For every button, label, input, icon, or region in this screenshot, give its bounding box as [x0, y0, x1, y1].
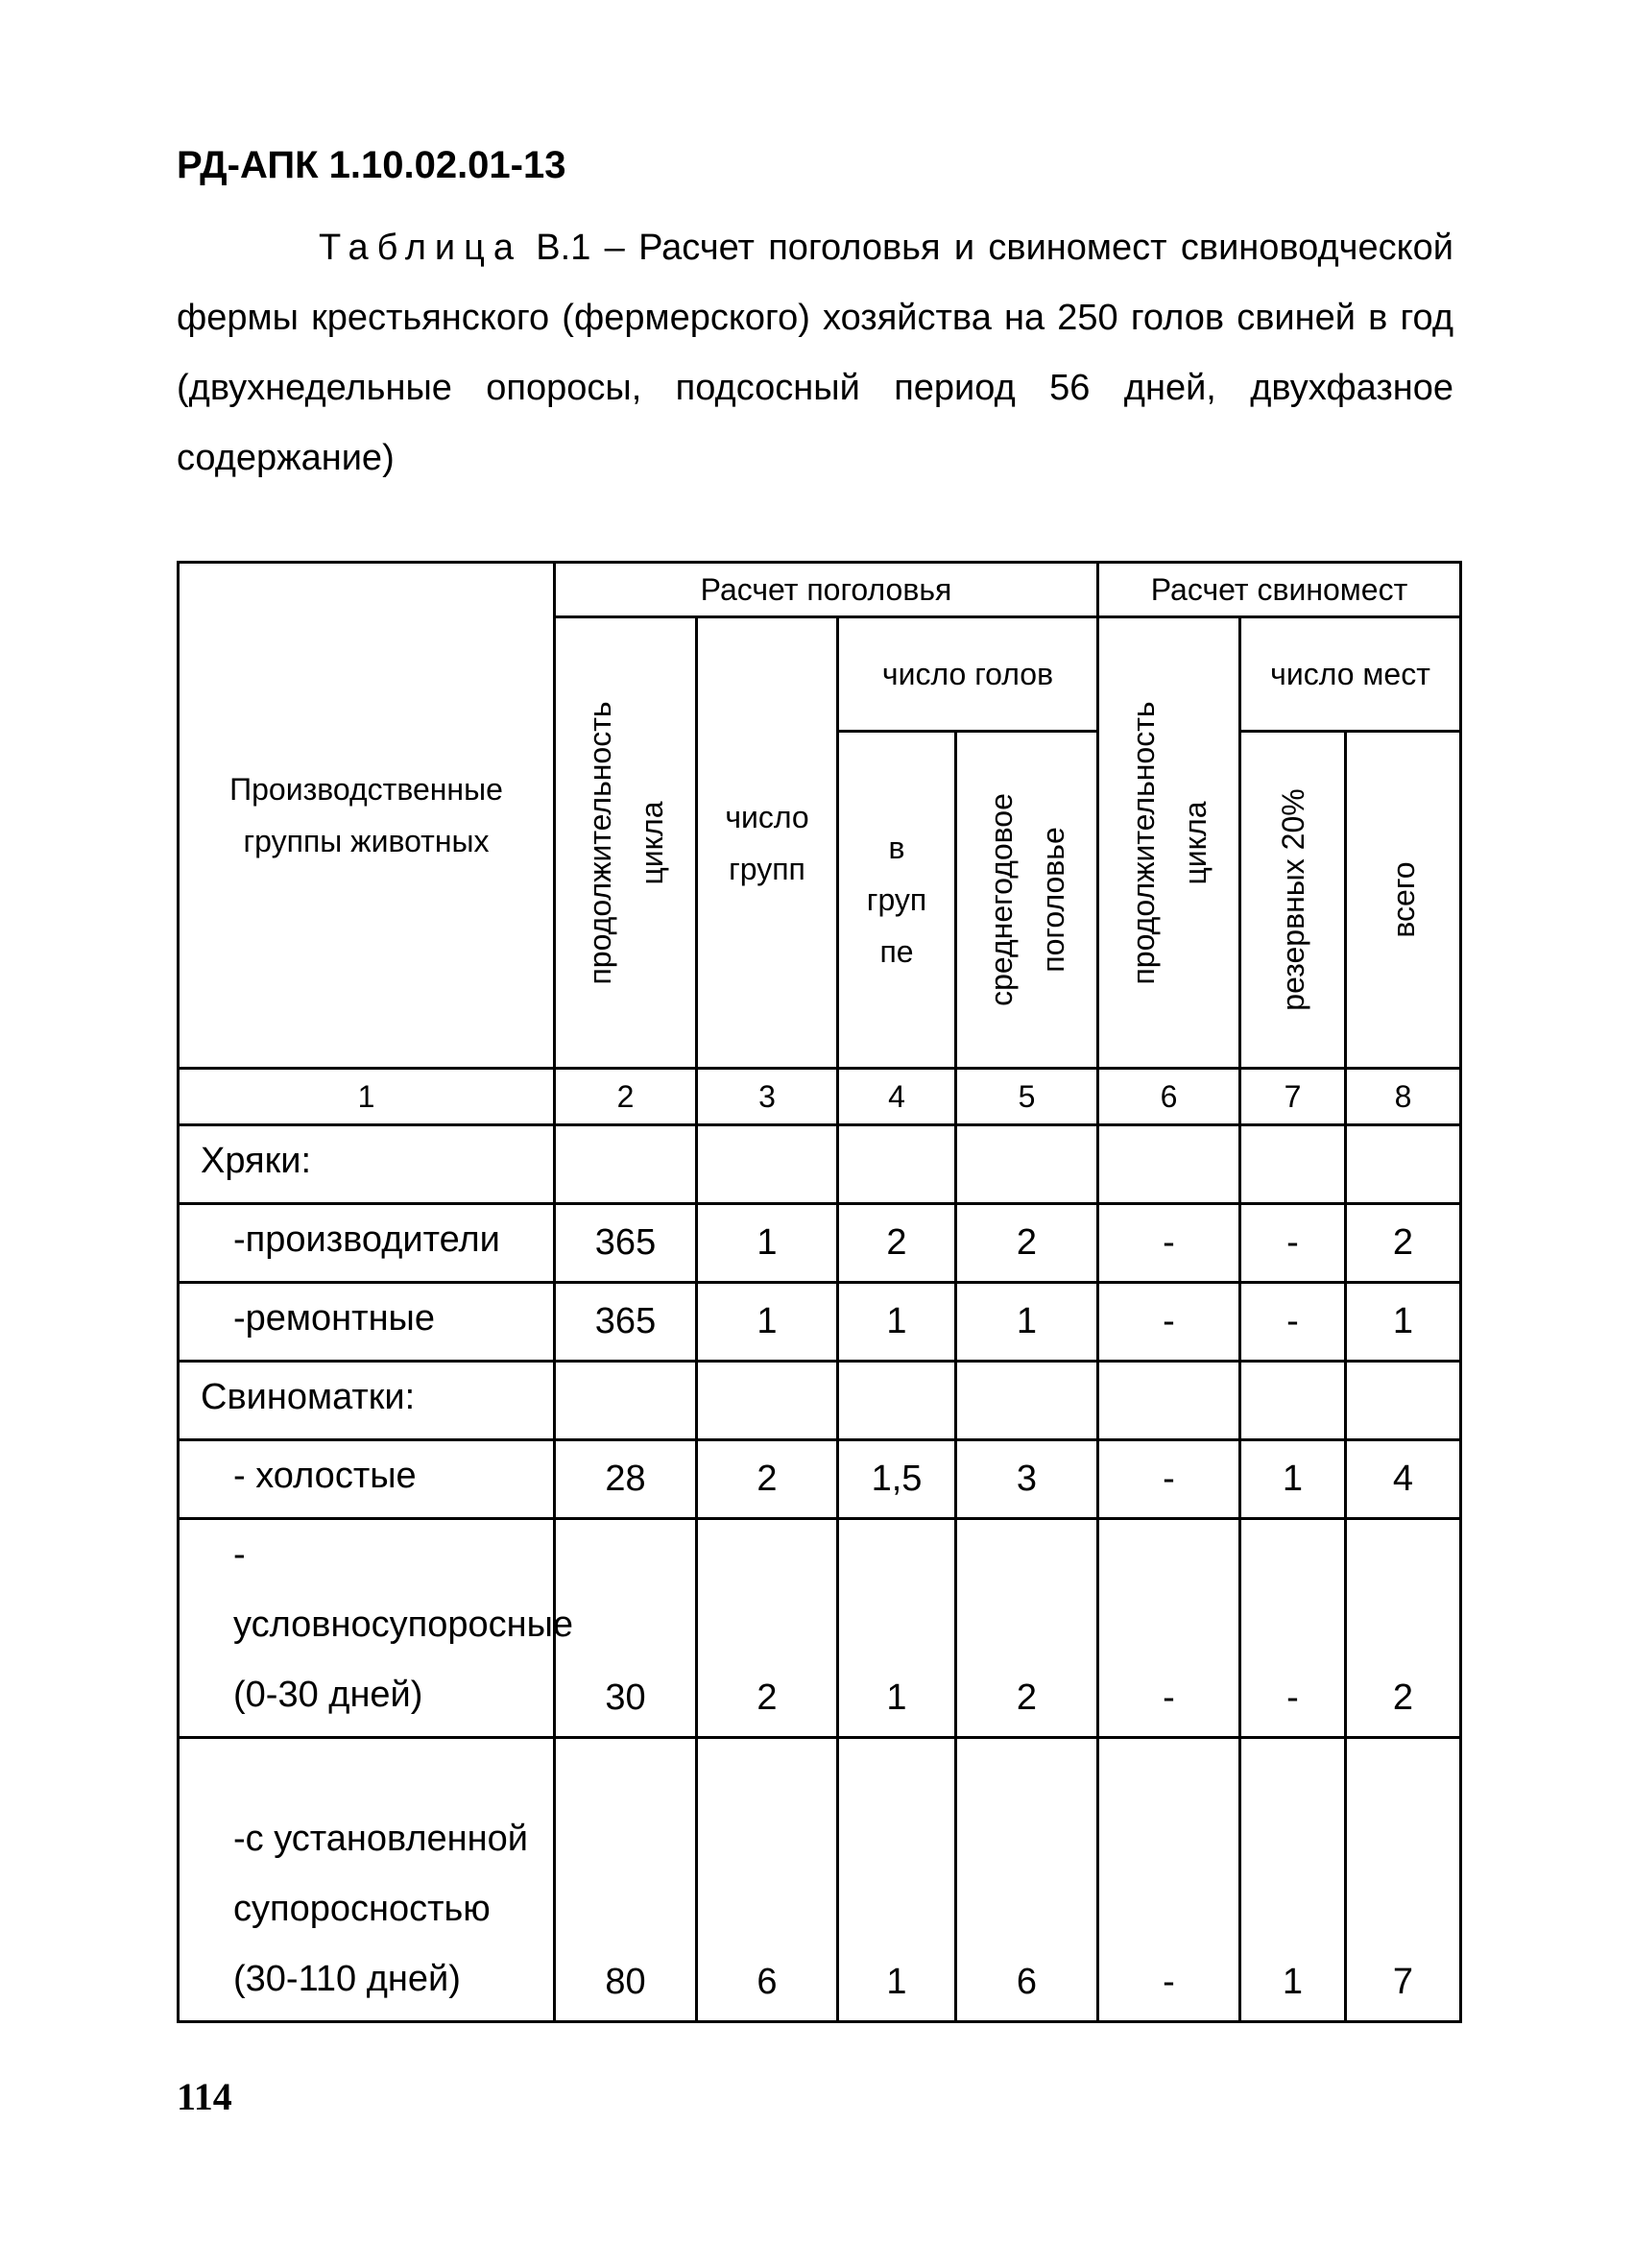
table-cell: 2 [697, 1519, 838, 1738]
table-cell [1346, 1362, 1461, 1440]
column-numbers-row [179, 1069, 1461, 1125]
header-avg-annual-line2: поголовье [1035, 827, 1070, 973]
table-cell: 1 [1346, 1283, 1461, 1362]
table-cell: 1 [838, 1519, 956, 1738]
caption-label: Таблица [319, 228, 522, 268]
header-num-groups: число групп [697, 617, 838, 1069]
table-cell [555, 1125, 697, 1204]
row-label: -производители [179, 1204, 555, 1283]
header-places-cycle [1098, 617, 1240, 1069]
column-number: 6 [1098, 1069, 1240, 1125]
table-cell [956, 1125, 1098, 1204]
column-number: 2 [555, 1069, 697, 1125]
table-cell: - [1098, 1283, 1240, 1362]
column-number: 8 [1346, 1069, 1461, 1125]
table-cell [956, 1362, 1098, 1440]
header-places-cycle-line2: цикла [1177, 800, 1213, 885]
table-cell: 2 [956, 1204, 1098, 1283]
table-cell: 28 [555, 1440, 697, 1519]
row-label: Хряки: [179, 1125, 555, 1204]
table-cell [838, 1362, 956, 1440]
table-row [179, 1283, 1461, 1362]
column-number: 3 [697, 1069, 838, 1125]
row-label: - условносупоросные (0-30 дней) [179, 1519, 555, 1738]
table-cell: - [1098, 1204, 1240, 1283]
header-reserve-text: резервных 20% [1275, 788, 1310, 1011]
table-cell [555, 1362, 697, 1440]
header-cycle-duration-line1: продолжительность [582, 700, 617, 985]
table-cell: 80 [555, 1738, 697, 2022]
header-cycle-duration-line2: цикла [634, 800, 669, 885]
document-code: РД-АПК 1.10.02.01-13 [177, 144, 566, 186]
header-reserve [1240, 732, 1346, 1069]
table-cell: 365 [555, 1283, 697, 1362]
table-cell: 4 [1346, 1440, 1461, 1519]
table-row [179, 1362, 1461, 1440]
table-row [179, 1204, 1461, 1283]
table-row [179, 1440, 1461, 1519]
table-cell [1240, 1125, 1346, 1204]
table-cell: 2 [838, 1204, 956, 1283]
row-label: Свиноматки: [179, 1362, 555, 1440]
header-num-heads: число голов [838, 617, 1098, 732]
header-in-group: в груп пе [838, 732, 956, 1069]
table-cell: - [1240, 1204, 1346, 1283]
column-number: 1 [179, 1069, 555, 1125]
header-places-cycle-line1: продолжительность [1125, 700, 1161, 985]
header-places-calc: Расчет свиномест [1098, 563, 1461, 617]
table-row [179, 1125, 1461, 1204]
row-label: -ремонтные [179, 1283, 555, 1362]
table-caption [177, 213, 1453, 494]
table-cell: 1 [697, 1283, 838, 1362]
table-cell: 2 [1346, 1519, 1461, 1738]
table-cell: - [1098, 1519, 1240, 1738]
table-row [179, 1738, 1461, 2022]
table-cell: - [1098, 1440, 1240, 1519]
caption-text: В.1 – Расчет поголовья и свиномест свиноводческой фермы крестьянского (фермерского) хозяйства на 250 голов свиней в год (двухнедельные опоросы, подсосный период 56 дней, двухфазное содержание) [177, 228, 1453, 478]
column-number: 5 [956, 1069, 1098, 1125]
table-cell: 1 [838, 1283, 956, 1362]
table-cell [838, 1125, 956, 1204]
column-number: 7 [1240, 1069, 1346, 1125]
table-cell: 2 [1346, 1204, 1461, 1283]
table-cell: 1 [1240, 1440, 1346, 1519]
headcount-table [177, 561, 1462, 2023]
table-cell: 7 [1346, 1738, 1461, 2022]
table-cell [697, 1125, 838, 1204]
header-total [1346, 732, 1461, 1069]
header-num-places: число мест [1240, 617, 1461, 732]
row-label: -с установленной супоросностью (30-110 дней) [179, 1738, 555, 2022]
column-number: 4 [838, 1069, 956, 1125]
table-cell [1098, 1362, 1240, 1440]
row-label: - холостые [179, 1440, 555, 1519]
table-cell [1346, 1125, 1461, 1204]
table-cell: 2 [697, 1440, 838, 1519]
header-avg-annual-line1: среднегодовое [983, 793, 1019, 1006]
table-cell [1240, 1362, 1346, 1440]
page-number: 114 [177, 2075, 232, 2118]
table-cell: - [1098, 1738, 1240, 2022]
table-cell: - [1240, 1519, 1346, 1738]
header-cycle-duration [555, 617, 697, 1069]
table-cell [697, 1362, 838, 1440]
table-cell: 3 [956, 1440, 1098, 1519]
table-cell: 30 [555, 1519, 697, 1738]
table-cell: 1 [697, 1204, 838, 1283]
header-groups: Производственные группы животных [179, 563, 555, 1069]
table-cell: 1 [956, 1283, 1098, 1362]
table-cell: 6 [697, 1738, 838, 2022]
table-cell [1098, 1125, 1240, 1204]
header-total-text: всего [1385, 861, 1421, 938]
table-cell: 1,5 [838, 1440, 956, 1519]
table-body [179, 1125, 1461, 2022]
table-row [179, 1519, 1461, 1738]
table-cell: 1 [1240, 1738, 1346, 2022]
table-cell: 2 [956, 1519, 1098, 1738]
table-cell: 1 [838, 1738, 956, 2022]
header-headcount-calc: Расчет поголовья [555, 563, 1098, 617]
table-cell: - [1240, 1283, 1346, 1362]
header-avg-annual [956, 732, 1098, 1069]
table-cell: 6 [956, 1738, 1098, 2022]
table-cell: 365 [555, 1204, 697, 1283]
